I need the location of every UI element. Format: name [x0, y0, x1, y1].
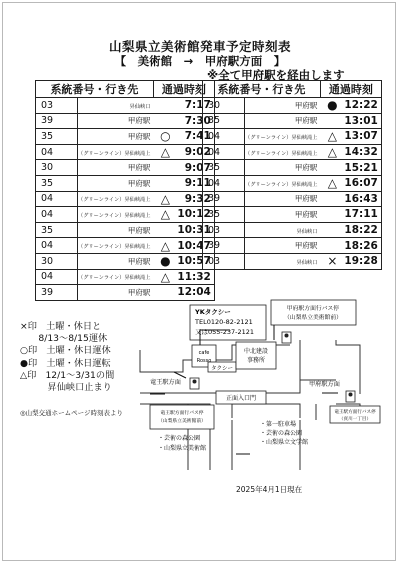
as-of-date: 2025年4月1日現在: [236, 485, 303, 494]
road-left-label: 竜王駅方面: [150, 379, 181, 386]
service-mark: △: [320, 129, 344, 145]
route-number: 30: [203, 98, 245, 114]
departure-time: 7:17: [177, 98, 214, 114]
service-mark: △: [153, 144, 177, 160]
destination-name: 昇仙峡滝上: [124, 212, 151, 219]
road-right-label: 甲府駅方面: [309, 381, 340, 388]
service-mark: ○: [153, 129, 177, 145]
route-number: 30: [36, 160, 78, 176]
taxi-name: YKタクシー: [195, 308, 231, 316]
departure-time: 9:32: [177, 191, 214, 207]
destination-line: （グリーンライン）: [78, 197, 125, 204]
departure-time: 9:11: [177, 175, 214, 191]
destination-line: （グリーンライン）: [78, 244, 125, 251]
header-time: 通過時刻: [153, 81, 214, 98]
legend-cross-2: 8/13～8/15運休: [20, 333, 108, 345]
route-number: 04: [36, 144, 78, 160]
route-number: 30: [36, 253, 78, 269]
departure-time: 14:32: [344, 144, 381, 160]
route-heading: 【 美術館 → 甲府駅方面 】: [114, 54, 286, 68]
destination-name: 甲府駅: [127, 287, 151, 297]
header-time: 通過時刻: [320, 81, 381, 98]
departure-time: 10:31: [177, 222, 214, 238]
route-number: 03: [36, 98, 78, 114]
taxi-tel-1: TEL0120-82-2121: [195, 318, 253, 326]
departure-time: 12:22: [344, 98, 381, 114]
office-box: [236, 342, 276, 369]
service-mark: △: [153, 191, 177, 207]
route-number: 39: [203, 191, 245, 207]
departure-time: 9:02: [177, 144, 214, 160]
destination-name: 昇仙峡滝上: [124, 197, 151, 204]
office-label-1: 中北建設: [243, 348, 269, 355]
destination-name: 昇仙峡滝上: [291, 150, 318, 157]
kugawa-stop-label-2: （貢川一丁目）: [338, 417, 372, 422]
legend-cross-1: ×印 土曜・休日と: [20, 321, 102, 332]
legend-circle: ○印 土曜・休日運休: [20, 345, 111, 357]
bus-stop-icon: [346, 391, 355, 402]
departure-time: 11:32: [177, 269, 214, 285]
source-note: ◎山梨交通ホームページ時刻表より: [20, 409, 124, 417]
route-number: 03: [203, 222, 245, 238]
parking-label-2: ・芸術の森公園: [260, 430, 303, 437]
header-number-dest: 系統番号・行き先: [36, 81, 154, 98]
departure-time: 17:11: [344, 207, 381, 223]
route-number: 35: [36, 175, 78, 191]
kugawa-stop-label-1: 竜王駅方面行バス停: [334, 410, 376, 415]
departure-time: 19:28: [344, 253, 381, 269]
office-label-2: 事務所: [246, 357, 266, 364]
departure-time: 16:43: [344, 191, 381, 207]
legend-triangle-1: △印 12/1～3/31の間: [20, 369, 115, 381]
route-number: 04: [203, 175, 245, 191]
route-number: 35: [36, 129, 78, 145]
route-number: 35: [203, 113, 245, 129]
destination-name: 甲府駅: [127, 116, 151, 126]
route-number: 35: [203, 160, 245, 176]
destination-name: 甲府駅: [294, 194, 318, 204]
legend-triangle-2: 昇仙峡口止まり: [20, 382, 112, 394]
destination-name: 甲府駅: [294, 241, 318, 251]
departure-time: 18:22: [344, 222, 381, 238]
cafe-label-1: cafe: [198, 350, 210, 356]
bus-stop-icon: [282, 332, 291, 343]
header-number-dest: 系統番号・行き先: [203, 81, 321, 98]
departure-time: 16:07: [344, 175, 381, 191]
destination-name: 昇仙峡口: [296, 259, 318, 266]
legend-dot: ●印 土曜・休日運転: [20, 357, 111, 369]
destination-name: 甲府駅: [127, 131, 151, 141]
bus-stop-info-box: [271, 300, 356, 325]
service-mark: ●: [153, 253, 177, 269]
destination-line: （グリーンライン）: [245, 150, 292, 157]
via-note: ※全て甲府駅を経由します: [207, 68, 345, 82]
route-number: 03: [203, 253, 245, 269]
destination-line: （グリーンライン）: [78, 212, 125, 219]
route-number: 39: [36, 113, 78, 129]
destination-name: 甲府駅: [127, 163, 151, 173]
route-number: 04: [203, 129, 245, 145]
bus-stop-label-2: （山梨県立美術館前）: [284, 315, 342, 321]
service-mark: △: [153, 207, 177, 223]
service-mark: ●: [320, 98, 344, 114]
service-mark: ×: [320, 253, 344, 269]
destination-name: 甲府駅: [294, 100, 318, 110]
departure-time: 7:30: [177, 113, 214, 129]
ryuo-stop-box: [150, 405, 214, 429]
destination-name: 甲府駅: [127, 256, 151, 266]
destination-name: 昇仙峡滝上: [124, 150, 151, 157]
taxi-tel-2: 又は055-237-2121: [195, 328, 255, 336]
parking-label-1: ・第一駐車場: [260, 421, 297, 428]
service-mark: △: [153, 269, 177, 285]
departure-time: 18:26: [344, 238, 381, 254]
destination-name: 甲府駅: [294, 163, 318, 173]
taxi-label: タクシー: [210, 366, 234, 372]
route-number: 04: [203, 144, 245, 160]
destination-name: 甲府駅: [127, 178, 151, 188]
departure-time: 9:07: [177, 160, 214, 176]
destination-name: 甲府駅: [294, 116, 318, 126]
destination-line: （グリーンライン）: [245, 134, 292, 141]
service-mark: △: [320, 144, 344, 160]
destination-name: 昇仙峡滝上: [124, 275, 151, 282]
destination-name: 甲府駅: [294, 209, 318, 219]
destination-name: 昇仙峡口: [129, 103, 151, 110]
departure-time: 13:07: [344, 129, 381, 145]
departure-time: 10:12: [177, 207, 214, 223]
route-number: 35: [203, 207, 245, 223]
cafe-label-2: Rosso: [196, 358, 212, 364]
route-number: 04: [36, 191, 78, 207]
departure-time: 12:04: [177, 285, 214, 301]
route-number: 39: [36, 285, 78, 301]
garden-label-2: ・山梨県立美術館: [158, 445, 207, 452]
route-number: 04: [36, 238, 78, 254]
destination-name: 昇仙峡滝上: [124, 244, 151, 251]
parking-label-3: ・山梨県立文学館: [260, 439, 309, 446]
bus-stop-icon: [190, 378, 199, 389]
service-mark: △: [153, 238, 177, 254]
bus-stop-label-1: 甲府駅方面行バス停: [286, 306, 340, 312]
ryuo-stop-label-2: （山梨県立美術館前）: [158, 419, 206, 424]
departure-time: 7:41: [177, 129, 214, 145]
departure-time: 10:57: [177, 253, 214, 269]
destination-name: 甲府駅: [127, 225, 151, 235]
route-number: 04: [36, 269, 78, 285]
destination-line: （グリーンライン）: [245, 181, 292, 188]
service-mark: △: [320, 175, 344, 191]
departure-time: 10:47: [177, 238, 214, 254]
entrance-label: 正面入口門: [225, 395, 257, 402]
destination-name: 昇仙峡滝上: [291, 181, 318, 188]
route-number: 39: [203, 238, 245, 254]
destination-name: 昇仙峡口: [296, 228, 318, 235]
destination-line: （グリーンライン）: [78, 150, 125, 157]
page-title: 山梨県立美術館発車予定時刻表: [108, 39, 291, 54]
departure-time: 13:01: [344, 113, 381, 129]
garden-label-1: ・芸術の森公園: [158, 435, 201, 442]
ryuo-stop-label-1: 竜王駅方面行バス停: [160, 411, 204, 416]
route-number: 04: [36, 207, 78, 223]
destination-line: （グリーンライン）: [78, 275, 125, 282]
route-number: 35: [36, 222, 78, 238]
departure-time: 15:21: [344, 160, 381, 176]
destination-name: 昇仙峡滝上: [291, 134, 318, 141]
